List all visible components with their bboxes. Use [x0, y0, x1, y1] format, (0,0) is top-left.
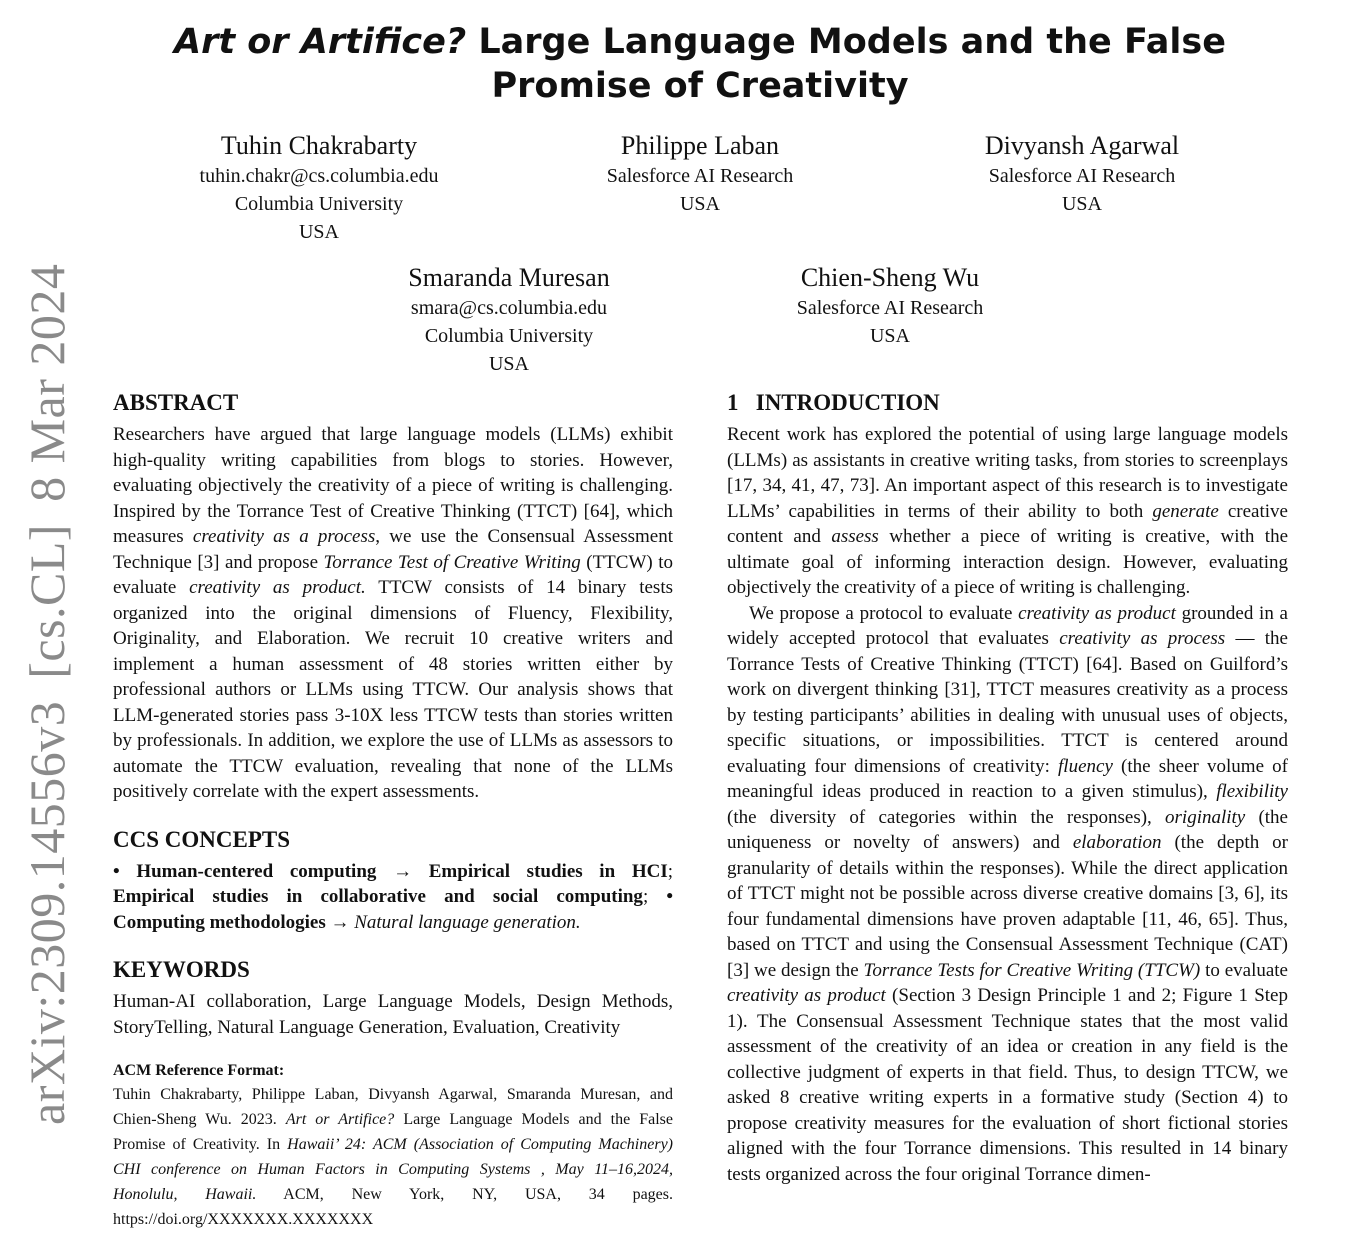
acm-reference-heading: ACM Reference Format: [113, 1062, 285, 1079]
author-email: smara@cs.columbia.edu [410, 297, 608, 319]
introduction-heading: 1 INTRODUCTION [727, 390, 940, 415]
author-affiliation: Salesforce AI Research [606, 165, 794, 187]
keywords-text: Human-AI collaboration, Large Language Models, Design Methods, StoryTelling, Natural Language Generation, Evaluation, Creativity [113, 991, 673, 1038]
author-name: Philippe Laban [620, 131, 780, 160]
intro-paragraph-2: We propose a protocol to evaluate creativity as product grounded in a widely accepted protocol that evaluates creativity as process — the Torrance Tests of Creative Thinking (TTCT) [64]. Based on Guilford’s work on divergent thinking [31], TTCT measures creativity as a process by testing participants’ abilities in dealing with unusual uses of objects, specific situations, or impossibilities. TTCT is centered around evaluating four dimensions of creativity: fluency (the sheer volume of meaningful ideas produced in reaction to a given stimulus), flexibility (the diversity of categories within the responses), originality (the uniqueness or novelty of answers) and elaboration (the depth or granularity of details within the responses). While the direct application of TTCT might not be possible across diverse creative domains [3, 6], its four fundamental dimensions have proven adaptable [11, 46, 65]. Thus, based on TTCT and using the Consensual Assessment Technique (CAT) [3] we design the Torrance Tests for Creative Writing (TTCW) to evaluate creativity as product (Section 3 Design Principle 1 and 2; Figure 1 Step 1). The Consensual Assessment Technique states that the most valid assessment of the creativity of an idea or creation in any field is the collective judgment of experts in that field. Thus, to design TTCW, we asked 8 creative writing experts in a formative study (Section 4) to propose creativity measures for the evaluation of short fictional stories aligned with the four Torrance dimensions. This resulted in 14 binary tests organized across the four original Torrance dimen- [727, 602, 1288, 1185]
abstract-heading: ABSTRACT [113, 390, 239, 415]
keywords-heading: KEYWORDS [113, 957, 250, 982]
author-name: Divyansh Agarwal [984, 131, 1180, 160]
left-column [113, 388, 673, 1232]
author-name: Chien-Sheng Wu [800, 263, 980, 292]
author-country: USA [488, 353, 529, 375]
author-country: USA [679, 193, 720, 215]
arxiv-sidebar-identifier [18, 263, 78, 1125]
author-country: USA [1061, 193, 1102, 215]
abstract-text: Researchers have argued that large language models (LLMs) exhibit high-quality writing capabilities from blogs to stories. However, evaluating objectively the creativity of a piece of writing is challenging. Inspired by the Torrance Test of Creative Thinking (TTCT) [64], which measures creativity as a process, we use the Consensual Assessment Technique [3] and propose Torrance Test of Creative Writing (TTCW) to evaluate creativity as product. TTCW consists of 14 binary tests organized into the original dimensions of Fluency, Flexibility, Originality, and Elaboration. We recruit 10 creative writers and implement a human assessment of 48 stories written either by professional authors or LLMs using TTCW. Our analysis shows that LLM-generated stories pass 3-10X less TTCW tests than stories written by professionals. In addition, we explore the use of LLMs as assessors to automate the TTCW evaluation, revealing that none of the LLMs positively correlate with the expert assessments. [113, 424, 673, 802]
author-block [109, 130, 529, 246]
arxiv-category: [cs.CL] [19, 523, 75, 679]
author-block [299, 262, 719, 378]
author-block [872, 130, 1292, 218]
author-affiliation: Columbia University [234, 193, 404, 215]
author-affiliation: Salesforce AI Research [988, 165, 1176, 187]
ccs-heading: CCS CONCEPTS [113, 826, 291, 852]
author-email: tuhin.chakr@cs.columbia.edu [199, 165, 439, 187]
intro-paragraph-1: Recent work has explored the potential of using large language models (LLMs) as assistants in creative writing tasks, from stories to screenplays [17, 34, 41, 47, 73]. An important aspect of this research is to investigate LLMs’ capabilities in terms of their ability to both generate creative content and assess whether a piece of writing is creative, with the ultimate goal of informing interaction design. However, evaluating objectively the creativity of a piece of writing is challenging. [727, 424, 1289, 598]
acm-reference-text: Tuhin Chakrabarty, Philippe Laban, Divyansh Agarwal, Smaranda Muresan, and Chien-Sheng Wu. 2023. Art or Artifice? Large Language Models and the False Promise of Creativity. In Hawaii’ 24: ACM (Association of Computing Machinery) CHI conference on Human Factors in Computing Systems , May 11–16,2024, Honolulu, Hawaii. ACM, New York, NY, USA, 34 pages. https://doi.org/XXXXXXX.XXXXXXX [113, 1086, 674, 1228]
author-block [490, 130, 910, 218]
author-country: USA [869, 325, 910, 347]
author-name: Smaranda Muresan [408, 263, 610, 292]
right-column [727, 388, 1288, 1187]
author-country: USA [298, 221, 339, 243]
ccs-concepts-text: • Human-centered computing → Empirical studies in HCI; Empirical studies in collaborative and social computing; • Computing methodologies → Natural language generation. [113, 860, 673, 933]
author-affiliation: Salesforce AI Research [796, 297, 984, 319]
author-affiliation: Columbia University [424, 325, 594, 347]
paper-title-italic: Art or Artifice? [174, 22, 467, 62]
arxiv-id: arXiv:2309.14556v3 [19, 700, 75, 1125]
author-block [680, 262, 1100, 350]
arxiv-date: 8 Mar 2024 [19, 263, 75, 502]
paper-title-rest: Large Language Models and the False Promise of Creativity [466, 22, 1226, 106]
author-name: Tuhin Chakrabarty [220, 131, 418, 160]
paper-title [100, 20, 1300, 108]
